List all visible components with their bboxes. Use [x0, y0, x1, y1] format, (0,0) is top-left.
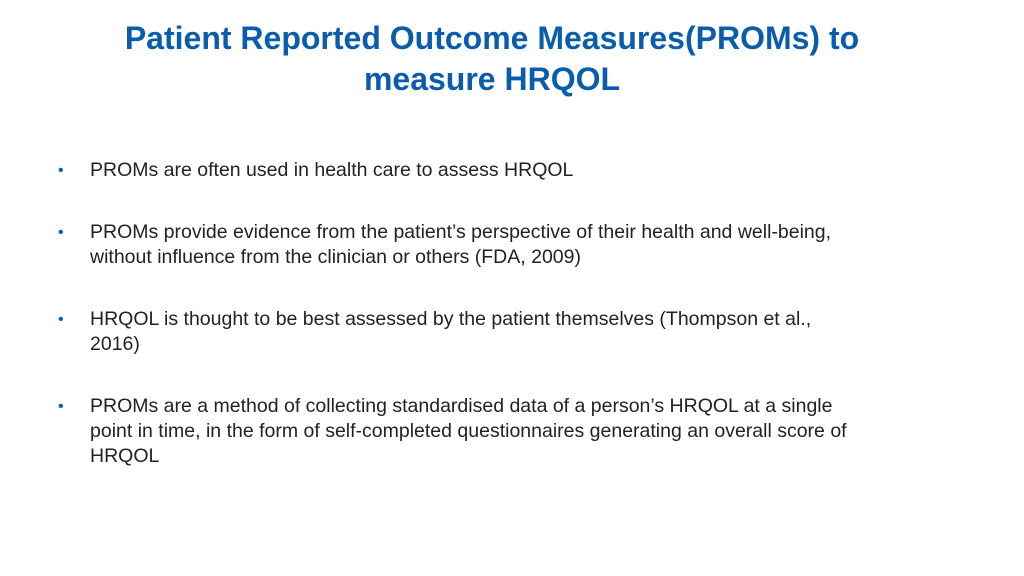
bullet-icon: •: [58, 398, 64, 415]
slide-title: [40, 18, 944, 100]
bullet-item: [56, 394, 936, 469]
bullet-icon: •: [58, 162, 64, 179]
bullet-text: 2016): [90, 333, 140, 355]
bullet-list: [56, 158, 936, 469]
title-line: Patient Reported Outcome Measures(PROMs) to: [124, 20, 860, 56]
bullet-item: [56, 307, 936, 357]
title-line: measure HRQOL: [363, 61, 621, 97]
bullet-text: HRQOL is thought to be best assessed by the patient themselves (Thompson et al.,: [90, 308, 812, 330]
bullet-item: [56, 158, 936, 183]
bullet-text: PROMs provide evidence from the patient’s perspective of their health and well-being,: [90, 221, 832, 243]
bullet-icon: •: [58, 311, 64, 328]
bullet-text: without influence from the clinician or others (FDA, 2009): [90, 246, 581, 268]
bullet-item: [56, 220, 936, 270]
bullet-text: PROMs are often used in health care to assess HRQOL: [90, 159, 574, 181]
bullet-icon: •: [58, 224, 64, 241]
bullet-text: PROMs are a method of collecting standardised data of a person’s HRQOL at a single: [90, 395, 833, 417]
bullet-text: HRQOL: [90, 445, 160, 467]
bullet-text: point in time, in the form of self-completed questionnaires generating an overall score of: [90, 420, 847, 442]
